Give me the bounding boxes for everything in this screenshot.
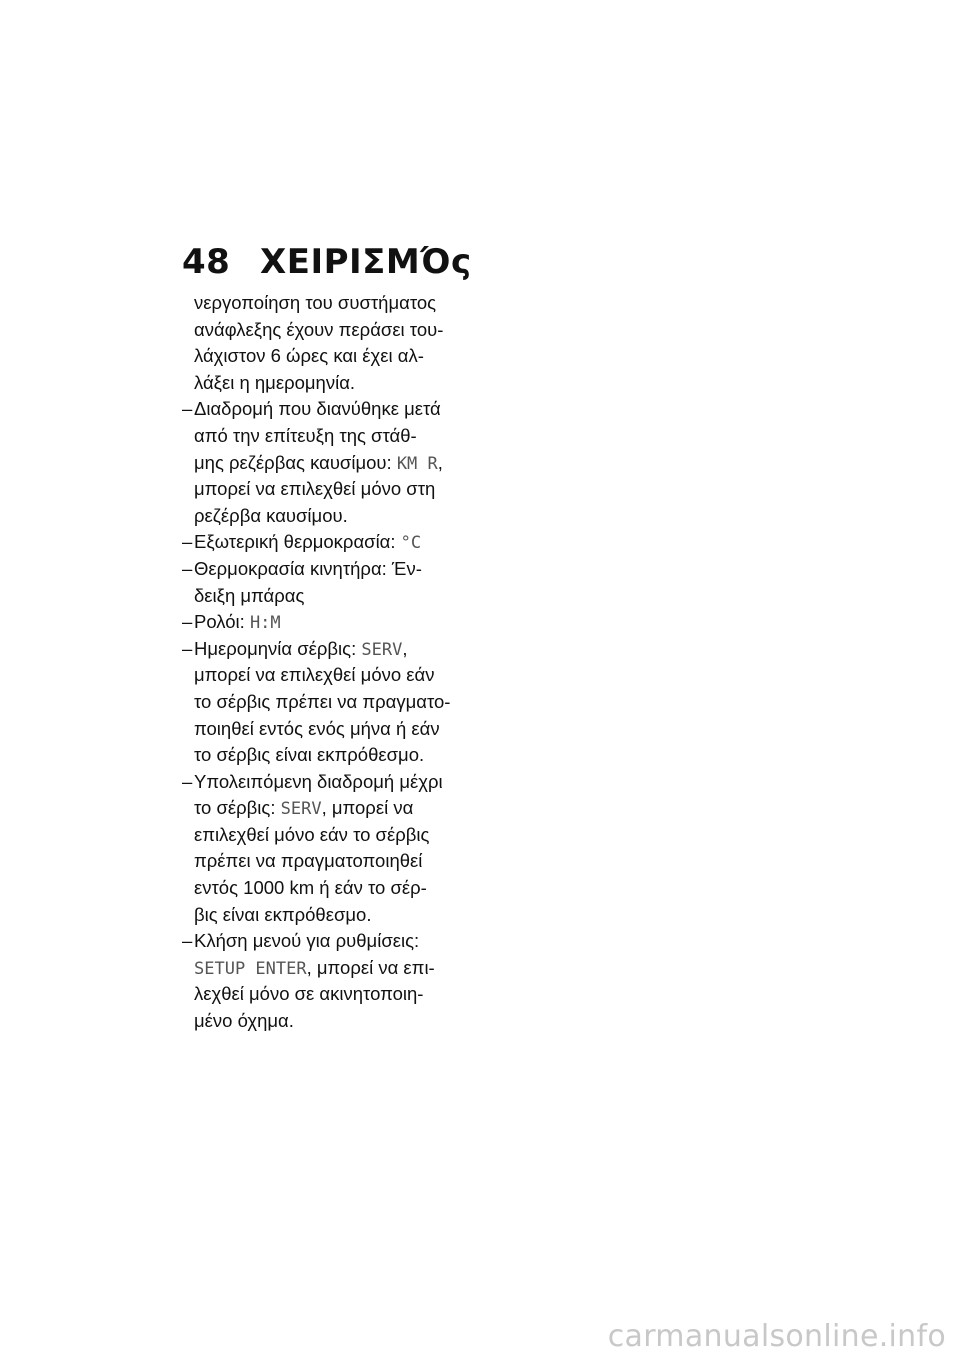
text-line [182, 450, 472, 477]
text-line [182, 317, 472, 344]
text-line [182, 742, 472, 769]
text-line [182, 370, 472, 397]
text-line [182, 822, 472, 849]
text-line [182, 1008, 472, 1035]
page-header [182, 242, 472, 282]
text-line [182, 848, 472, 875]
text-segment: , [437, 451, 443, 473]
text-line [182, 503, 472, 530]
text-segment: Εξωτερική θερμοκρασία: [194, 531, 401, 553]
list-item [182, 396, 472, 423]
text-segment: επιλεχθεί μόνο εάν το σέρβις [194, 823, 430, 845]
text-segment: Υπολειπόμενη διαδρομή μέχρι [194, 770, 443, 792]
text-segment: το σέρβις είναι εκπρόθεσμο. [194, 744, 425, 766]
text-segment: Θερμοκρασία κινητήρα: Έν- [194, 557, 422, 579]
text-line [182, 662, 472, 689]
text-segment: λάχιστον 6 ώρες και έχει αλ- [194, 345, 424, 367]
list-item [182, 636, 472, 663]
text-segment: μπορεί να επιλεχθεί μόνο εάν [194, 664, 435, 686]
text-segment: από την επίτευξη της στάθ- [194, 424, 417, 446]
text-segment: ρεζέρβα καυσίμου. [194, 504, 348, 526]
text-segment: ανάφλεξης έχουν περάσει του- [194, 318, 444, 340]
text-segment: Ρολόι: [194, 611, 250, 633]
text-line [182, 423, 472, 450]
text-segment: το σέρβις πρέπει να πραγματο- [194, 690, 451, 712]
text-line [182, 476, 472, 503]
text-segment: μπορεί να επιλεχθεί μόνο στη [194, 478, 436, 500]
list-item [182, 928, 472, 955]
page-number: 48 [182, 242, 231, 282]
body-text [182, 290, 472, 1035]
text-line [182, 795, 472, 822]
text-segment: το σέρβις: [194, 797, 281, 819]
text-segment: δειξη μπάρας [194, 584, 305, 606]
text-segment: Ημερομηνία σέρβις: [194, 637, 362, 659]
text-line [182, 689, 472, 716]
text-segment: Κλήση μενού για ρυθμίσεις: [194, 930, 420, 952]
text-segment: Διαδρομή που διανύθηκε μετά [194, 398, 441, 420]
list-item [182, 529, 472, 556]
text-segment: λεχθεί μόνο σε ακινητοποιη- [194, 983, 424, 1005]
list-item [182, 769, 472, 796]
text-line [182, 981, 472, 1008]
watermark-text[interactable]: carmanualsonline.info [607, 1319, 946, 1354]
text-segment: λάξει η ημερομηνία. [194, 371, 356, 393]
bullet-dash: – [182, 770, 193, 792]
bullet-dash: – [182, 398, 193, 420]
text-line [182, 716, 472, 743]
text-segment: νεργοποίηση του συστήματος [194, 292, 437, 313]
display-code: SERV [280, 799, 322, 820]
list-item [182, 609, 472, 636]
bullet-dash: – [182, 531, 193, 553]
text-segment: ποιηθεί εντός ενός μήνα ή εάν [194, 717, 440, 739]
text-segment: , μπορεί να [321, 797, 414, 819]
list-item [182, 556, 472, 583]
bullet-dash: – [182, 557, 193, 579]
text-segment: , μπορεί να επι- [306, 956, 435, 978]
text-segment: βις είναι εκπρόθεσμο. [194, 903, 372, 925]
text-line [182, 343, 472, 370]
display-code: KM R [396, 453, 438, 474]
text-line [182, 583, 472, 610]
display-code: °C [400, 533, 422, 554]
bullet-dash: – [182, 930, 193, 952]
text-segment: εντός 1000 km ή εάν το σέρ- [194, 877, 427, 899]
text-segment: μης ρεζέρβας καυσίμου: [194, 451, 397, 473]
text-line [182, 902, 472, 929]
display-code: SERV [361, 639, 403, 660]
display-code: SETUP ENTER [194, 958, 307, 979]
text-segment: μένο όχημα. [194, 1010, 294, 1032]
text-line [182, 875, 472, 902]
bullet-dash: – [182, 611, 193, 633]
text-segment: , [402, 637, 408, 659]
text-line [182, 955, 472, 982]
bullet-dash: – [182, 637, 193, 659]
text-segment: πρέπει να πραγματοποιηθεί [194, 850, 423, 872]
text-line [182, 290, 472, 317]
display-code: H:M [249, 613, 281, 634]
section-title: ΧΕΙΡΙΣΜΌς [260, 242, 472, 282]
